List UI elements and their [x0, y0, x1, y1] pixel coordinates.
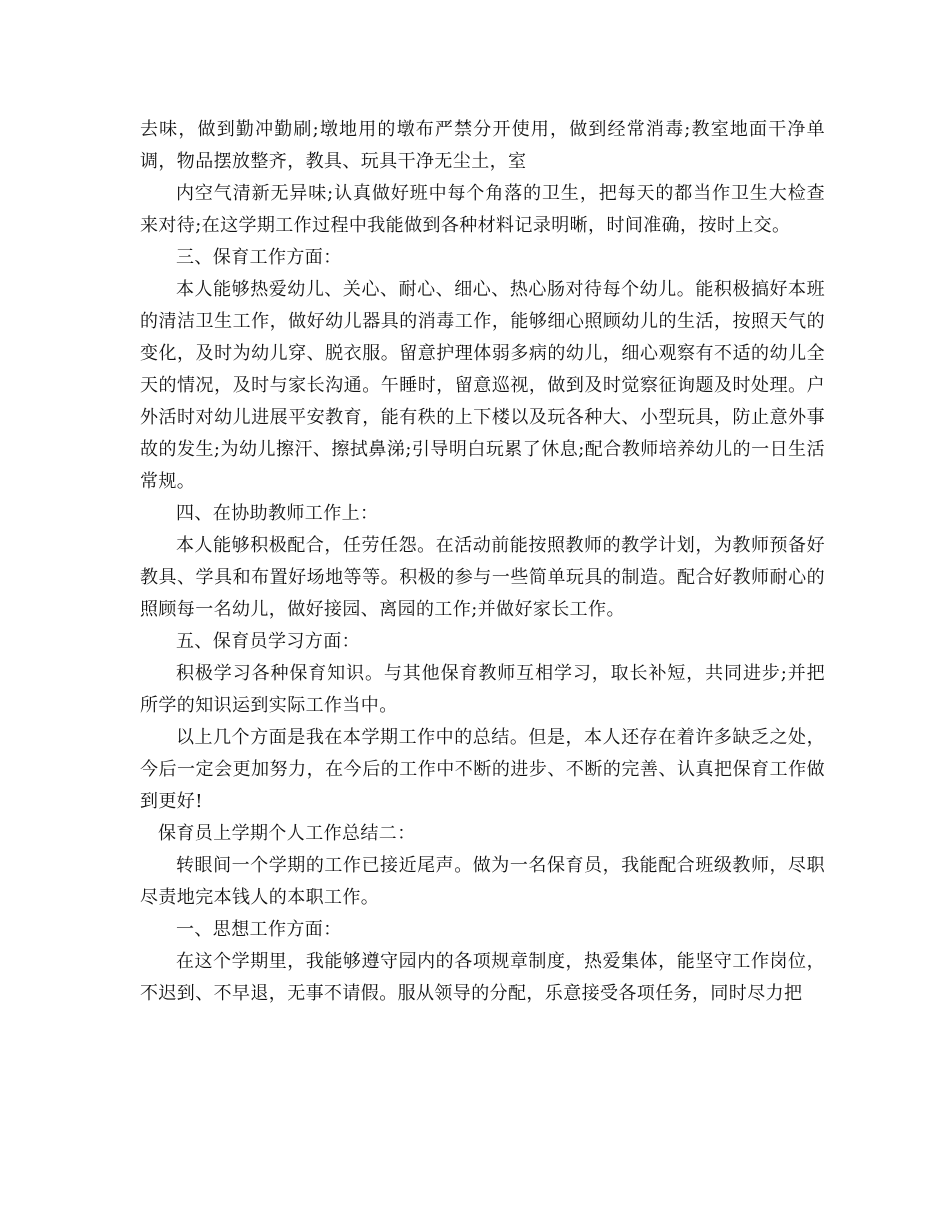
paragraph: 去味，做到勤冲勤刷;墩地用的墩布严禁分开使用，做到经常消毒;教室地面干净单调，物品摆放整齐，教具、玩具干净无尘土，室 [140, 119, 825, 172]
document-body [140, 114, 825, 1010]
paragraph: 内空气清新无异味;认真做好班中每个角落的卫生，把每天的都当作卫生大检查来对待;在这学期工作过程中我能做到各种材料记录明晰，时间准确，按时上交。 [140, 183, 825, 236]
paragraph: 积极学习各种保育知识。与其他保育教师互相学习，取长补短，共同进步;并把所学的知识运到实际工作当中。 [140, 663, 825, 716]
section-heading: 五、保育员学习方面： [176, 631, 360, 652]
document-subtitle: 保育员上学期个人工作总结二： [158, 823, 416, 844]
paragraph: 在这个学期里，我能够遵守园内的各项规章制度，热爱集体，能坚守工作岗位，不迟到、不早退，无事不请假。服从领导的分配，乐意接受各项任务，同时尽力把 [140, 951, 825, 1004]
section-heading: 四、在协助教师工作上： [176, 503, 379, 524]
paragraph: 以上几个方面是我在本学期工作中的总结。但是，本人还存在着许多缺乏之处，今后一定会更加努力，在今后的工作中不断的进步、不断的完善、认真把保育工作做到更好! [140, 727, 825, 812]
section-heading: 三、保育工作方面： [176, 247, 342, 268]
paragraph: 本人能够积极配合，任劳任怨。在活动前能按照教师的教学计划，为教师预备好教具、学具和布置好场地等等。积极的参与一些简单玩具的制造。配合好教师耐心的照顾每一名幼儿，做好接园、离园的工作;并做好家长工作。 [140, 535, 825, 620]
section-heading: 一、思想工作方面： [176, 919, 342, 940]
paragraph: 转眼间一个学期的工作已接近尾声。做为一名保育员，我能配合班级教师，尽职尽责地完本钱人的本职工作。 [140, 855, 825, 908]
paragraph: 本人能够热爱幼儿、关心、耐心、细心、热心肠对待每个幼儿。能积极搞好本班的清洁卫生工作，做好幼儿器具的消毒工作，能够细心照顾幼儿的生活，按照天气的变化，及时为幼儿穿、脱衣服。留意护理体弱多病的幼儿，细心观察有不适的幼儿全天的情况，及时与家长沟通。午睡时，留意巡视，做到及时觉察征询题及时处理。户外活时对幼儿进展平安教育，能有秩的上下楼以及玩各种大、小型玩具，防止意外事故的发生;为幼儿擦汗、擦拭鼻涕;引导明白玩累了休息;配合教师培养幼儿的一日生活常规。 [140, 279, 825, 492]
